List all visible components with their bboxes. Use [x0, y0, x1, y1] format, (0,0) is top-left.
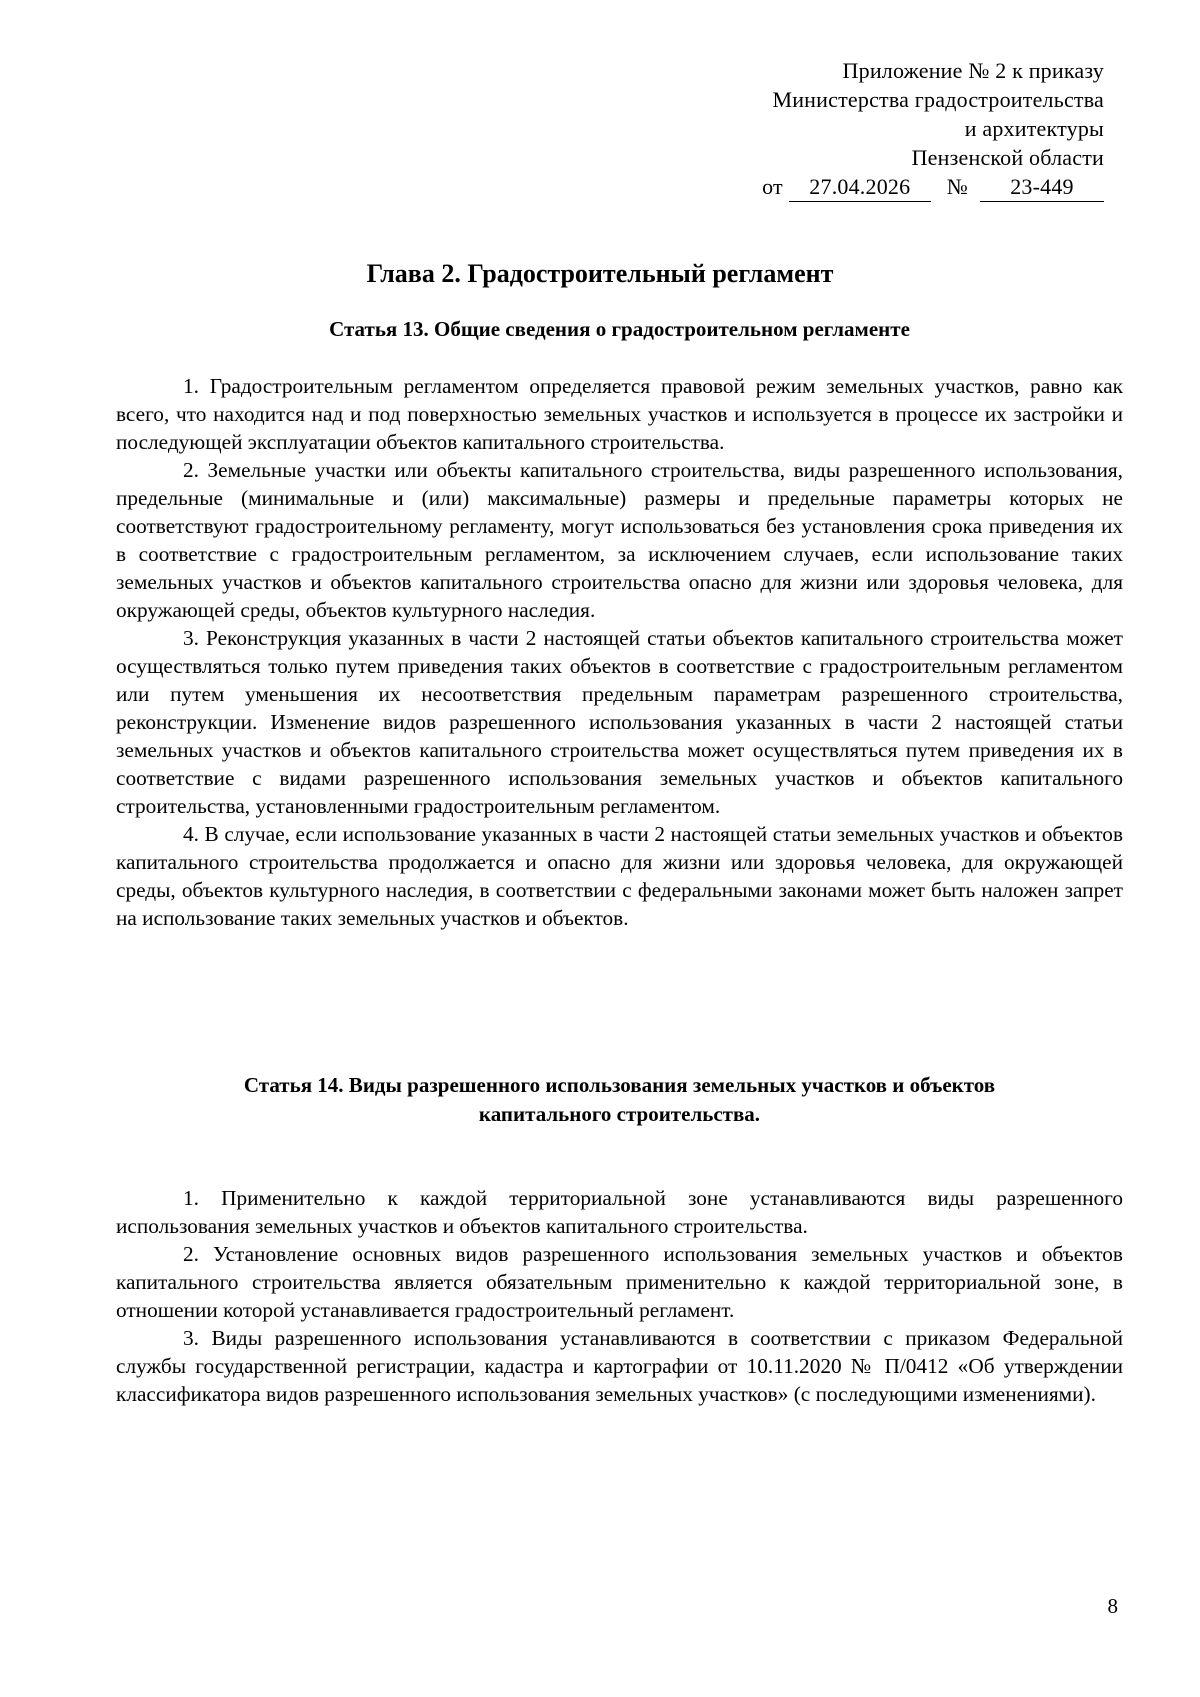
article-14-title	[116, 1071, 1123, 1129]
article-14-title-line-1: Статья 14. Виды разрешенного использования земельных участков и объектов	[243, 1073, 996, 1097]
appendix-line-2: Министерства градостроительства	[772, 87, 1104, 112]
order-number: 23-449	[980, 172, 1104, 202]
article-13-title: Статья 13. Общие сведения о градостроительном регламенте	[329, 317, 910, 341]
article-13-paragraph-4: 4. В случае, если использование указанных в части 2 настоящей статьи земельных участков и объектов капитального строительства продолжается и опасно для жизни или здоровья человека, для окружающей среды, объектов культурного наследия, в соответствии с федеральными законами может быть наложен запрет на использование таких земельных участков и объектов.	[116, 822, 1123, 930]
appendix-date-line	[762, 172, 1104, 202]
appendix-header	[762, 56, 1104, 202]
appendix-line-1: Приложение № 2 к приказу	[842, 58, 1104, 83]
from-label: от	[762, 174, 783, 199]
page-number: 8	[1107, 1594, 1118, 1618]
article-14-paragraph-2: 2. Установление основных видов разрешенного использования земельных участков и объектов капитального строительства является обязательным применительно к каждой территориальной зоне, в отношении которой устанавливается градостроительный регламент.	[116, 1242, 1123, 1322]
article-14-paragraph-1: 1. Применительно к каждой территориальной зоне устанавливаются виды разрешенного использования земельных участков и объектов капитального строительства.	[116, 1186, 1123, 1238]
article-14-paragraph-3: 3. Виды разрешенного использования устанавливаются в соответствии с приказом Федеральной службы государственной регистрации, кадастра и картографии от 10.11.2020 № П/0412 «Об утверждении классификатора видов разрешенного использования земельных участков» (с последующими изменениями).	[116, 1326, 1123, 1406]
article-13-paragraph-1: 1. Градостроительным регламентом определяется правовой режим земельных участков, равно как всего, что находится над и под поверхностью земельных участков и используется в процессе их застройки и последующей эксплуатации объектов капитального строительства.	[116, 374, 1123, 454]
article-13-paragraph-2: 2. Земельные участки или объекты капитального строительства, виды разрешенного использования, предельные (минимальные и (или) максимальные) размеры и предельные параметры которых не соответствуют градостроительному регламенту, могут использоваться без установления срока приведения их в соответствие с градостроительным регламентом, за исключением случаев, если использование таких земельных участков и объектов капитального строительства опасно для жизни или здоровья человека, для окружающей среды, объектов культурного наследия.	[116, 458, 1123, 622]
article-14-title-line-2: капитального строительства.	[478, 1102, 761, 1126]
appendix-line-4: Пензенской области	[911, 145, 1104, 170]
article-14-body	[116, 1184, 1123, 1408]
chapter-title: Глава 2. Градостроительный регламент	[366, 259, 834, 288]
article-13-paragraph-3: 3. Реконструкция указанных в части 2 настоящей статьи объектов капитального строительства может осуществляться только путем приведения таких объектов в соответствие с градостроительным регламентом или путем уменьшения их несоответствия предельным параметрам разрешенного строительства, реконструкции. Изменение видов разрешенного использования указанных в части 2 настоящей статьи земельных участков и объектов капитального строительства может осуществляться путем приведения их в соответствие с видами разрешенного использования земельных участков и объектов капитального строительства, установленными градостроительным регламентом.	[116, 626, 1123, 818]
number-label: №	[946, 174, 968, 199]
order-date: 27.04.2026	[789, 172, 931, 202]
appendix-line-3: и архитектуры	[964, 116, 1104, 141]
article-13-body	[116, 372, 1123, 932]
